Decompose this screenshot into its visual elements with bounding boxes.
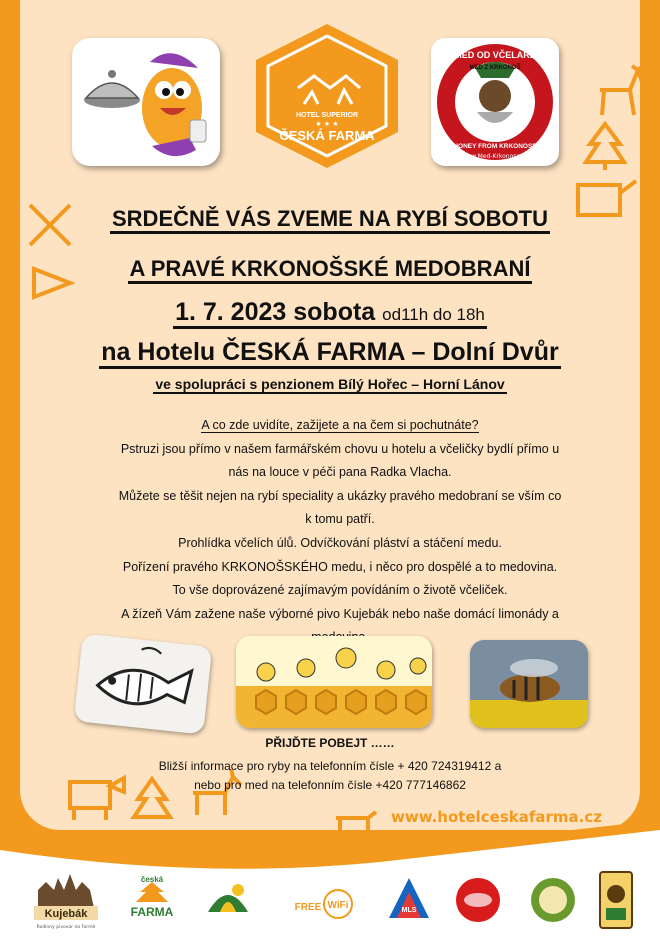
invite-text: PŘIJĎTE POBEJT …… [265, 736, 395, 750]
tree-outline-icon [580, 120, 630, 170]
svg-text:MLS: MLS [401, 907, 417, 914]
question-line: A co zde uvidíte, zažijete a na čem si pochutnáte? [201, 418, 479, 432]
contact-fish: Bližší informace pro ryby na telefonním čísle + 420 724319412 a [158, 759, 502, 773]
ceska-farma-footer-logo [128, 868, 176, 932]
beer-label-logo [598, 868, 634, 932]
sponsor-logos [0, 868, 660, 936]
hotel-superior-text: HOTEL SUPERIOR [295, 112, 359, 119]
bees-honeycomb-picture [236, 636, 432, 728]
body-line: Pstruzi jsou přímo v našem farmářském chovu u hotelu a včeličky bydlí přímo u [120, 441, 560, 456]
farm-name-text: ČESKÁ FARMA [279, 128, 375, 143]
body-line: Můžete se těšit nejen na rybí speciality a ukázky pravého medobraní se vším co [118, 488, 562, 503]
contact-info [0, 757, 660, 795]
svg-text:Kujebák: Kujebák [44, 908, 88, 920]
deer-outline-icon [590, 60, 650, 120]
body-line: k tomu patří. [305, 512, 375, 527]
body-line: Prohlídka včelích úlů. Odvíčkování pláství a stáčení medu. [178, 535, 502, 550]
website-link[interactable]: www.hotelceskafarma.cz [391, 808, 602, 826]
fish-drawing-picture [74, 633, 212, 734]
event-place: na Hotelu ČESKÁ FARMA – Dolní Dvůr [0, 338, 660, 367]
event-date [0, 298, 660, 327]
svg-text:Rodinný pivovar na Farmě: Rodinný pivovar na Farmě [36, 925, 96, 930]
fish-waiter-picture [72, 38, 220, 166]
kujebak-logo [34, 868, 98, 932]
contact-honey: nebo pro med na telefonním čísle +420 777146862 [194, 778, 466, 792]
svg-text:FARMA: FARMA [130, 905, 174, 919]
mls-logo [385, 868, 433, 932]
time-text: od11h do 18h [382, 305, 485, 324]
svg-text:FREE: FREE [294, 902, 322, 913]
honey-top-text: MED OD VČELAŘE [454, 50, 536, 60]
svg-text:WiFi: WiFi [327, 900, 349, 911]
shf-logo [200, 868, 256, 932]
body-line: nás na louce v péči pana Radka Vlacha. [228, 465, 452, 480]
cooperation-line: ve spolupráci s penzionem Bílý Hořec – Horní Lánov [155, 376, 505, 392]
bee-photo-picture [470, 640, 588, 728]
ceska-farma-logo [252, 22, 402, 170]
body-line: To vše doprovázené zajímavým povídáním o životě včeliček. [172, 583, 508, 598]
svg-text:česká: česká [140, 875, 164, 884]
honey-bottom-text: HONEY FROM KRKONOSE [453, 143, 537, 150]
green-seal-logo [528, 868, 578, 932]
free-wifi-logo [290, 868, 356, 932]
honey-stamp-logo [431, 38, 559, 166]
headline-line1: SRDEČNĚ VÁS ZVEME NA RYBÍ SOBOTU [0, 206, 660, 232]
event-description [80, 414, 600, 650]
stars-text: ★ ★ ★ [315, 120, 339, 128]
body-line: Pořízení pravého KRKONOŠSKÉHO medu, i něco pro dospělé a to medovina. [122, 559, 558, 574]
body-line: A žízeň Vám zažene naše výborné pivo Kujebák nebo naše domácí limonády a [121, 606, 559, 621]
headline-line2: A PRAVÉ KRKONOŠSKÉ MEDOBRANÍ [0, 256, 660, 282]
date-text: 1. 7. 2023 sobota [175, 298, 376, 326]
honey-url-text: www.Med-Krkonose.cz [461, 153, 529, 160]
honey-middle-text: MED Z KRKONOŠ [469, 65, 521, 71]
red-circle-logo [452, 868, 504, 932]
